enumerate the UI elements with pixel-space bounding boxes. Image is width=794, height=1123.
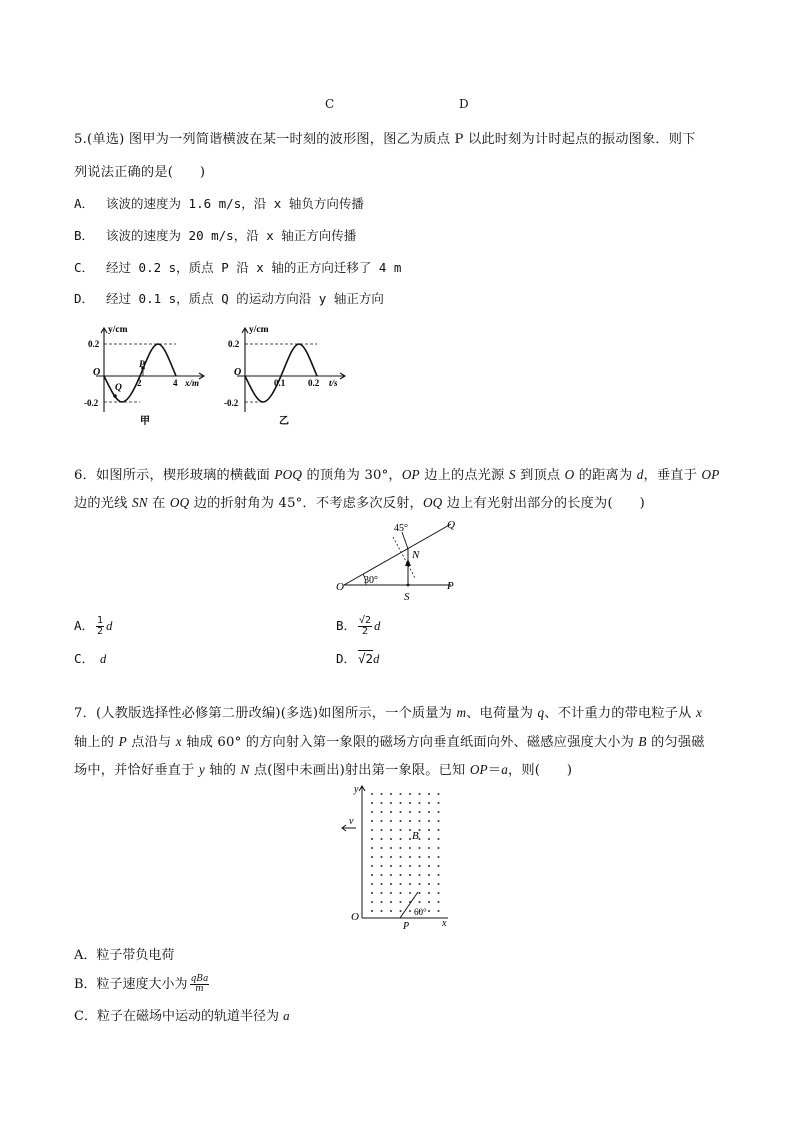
field-dot <box>390 892 392 894</box>
field-dot <box>400 838 402 840</box>
field-dot <box>419 865 421 867</box>
jia-ytick-bottom: -0.2 <box>84 398 99 408</box>
field-dot <box>381 829 383 831</box>
field-dot <box>428 901 430 903</box>
field-dot <box>438 865 440 867</box>
field-dot <box>381 910 383 912</box>
field-dot <box>381 811 383 813</box>
q6-stem-line2: 边的光线 SN 在 OQ 边的折射角为 45°．不考虑多次反射，OQ 边上有光射出部分的长度为( ) <box>74 495 645 511</box>
angle-60-label: 60° <box>414 907 427 917</box>
jia-point-q: Q <box>115 383 122 393</box>
field-dot <box>438 901 440 903</box>
axis-y-label: y <box>354 784 359 795</box>
field-dot <box>381 892 383 894</box>
field-dot <box>381 820 383 822</box>
field-dot <box>390 793 392 795</box>
field-dot <box>400 874 402 876</box>
field-dot <box>438 847 440 849</box>
field-dot <box>438 883 440 885</box>
field-dot <box>409 811 411 813</box>
field-dot <box>419 856 421 858</box>
field-dot <box>400 820 402 822</box>
field-dot <box>381 802 383 804</box>
wedge-figure <box>333 514 463 606</box>
vibration-graph-yi <box>223 320 353 430</box>
field-dot <box>409 874 411 876</box>
field-dot <box>419 793 421 795</box>
field-dot <box>371 892 373 894</box>
field-dot <box>390 811 392 813</box>
q7-stem-line3: 场中，并恰好垂直于 y 轴的 N 点(图中未画出)射出第一象限。已知 OP＝a，则( ) <box>74 762 573 778</box>
field-dot <box>409 910 411 912</box>
field-dot <box>371 811 373 813</box>
field-dot <box>419 829 421 831</box>
axis-x-label: x <box>442 918 447 929</box>
field-dot <box>400 802 402 804</box>
field-dot <box>381 865 383 867</box>
field-dot <box>381 793 383 795</box>
field-dot <box>409 883 411 885</box>
field-dot <box>419 901 421 903</box>
field-dot <box>390 874 392 876</box>
field-dot <box>409 856 411 858</box>
jia-origin: O <box>93 367 101 378</box>
jia-xtick-4: 4 <box>173 378 178 388</box>
jia-point-p: P <box>139 360 145 370</box>
yi-caption: 乙 <box>279 416 289 427</box>
field-dot <box>371 838 373 840</box>
field-dot <box>428 892 430 894</box>
jia-ytick-top: 0.2 <box>88 339 100 349</box>
angle-45-label: 45° <box>394 523 408 534</box>
field-dot <box>381 883 383 885</box>
field-dot <box>438 874 440 876</box>
field-dot <box>390 838 392 840</box>
point-n: N <box>412 549 420 561</box>
field-dot <box>419 892 421 894</box>
field-dot <box>400 811 402 813</box>
field-dot <box>409 793 411 795</box>
field-dot <box>371 802 373 804</box>
field-dot <box>371 820 373 822</box>
field-dot <box>381 901 383 903</box>
field-dot <box>400 856 402 858</box>
field-dot <box>409 802 411 804</box>
q7-option-a: A．粒子带负电荷 <box>74 948 175 963</box>
field-dot <box>409 838 411 840</box>
q6-option-d: D． √2d <box>336 651 380 666</box>
magnetic-field-figure <box>330 782 460 930</box>
yi-ylabel: y/cm <box>249 325 269 335</box>
field-dot <box>400 865 402 867</box>
field-dot <box>428 874 430 876</box>
q7-option-b: B．粒子速度大小为 $\frac{\text{qBa}}{m}$ <box>74 974 209 994</box>
q5-option-d: D． 经过 0.1 s，质点 Q 的运动方向沿 y 轴正方向 <box>74 291 384 306</box>
field-dot <box>409 847 411 849</box>
field-dot <box>419 874 421 876</box>
field-dot <box>371 910 373 912</box>
field-dot <box>390 856 392 858</box>
field-dot <box>409 892 411 894</box>
q5-stem-line1: 5.(单选) 图甲为一列简谐横波在某一时刻的波形图，图乙为质点 P 以此时刻为计时起点的振动图象．则下 <box>74 132 696 147</box>
field-dot <box>428 865 430 867</box>
field-dot <box>371 856 373 858</box>
field-dot <box>428 883 430 885</box>
field-dot <box>419 847 421 849</box>
field-dot <box>428 802 430 804</box>
vertex-q: Q <box>447 519 455 531</box>
field-dot <box>438 910 440 912</box>
field-dot <box>381 847 383 849</box>
jia-ylabel: y/cm <box>108 325 128 335</box>
point-s: S <box>404 591 410 603</box>
field-dot <box>419 838 421 840</box>
field-dot <box>438 802 440 804</box>
field-dot <box>419 811 421 813</box>
angle-30-label: 30° <box>364 575 378 586</box>
field-dot <box>371 865 373 867</box>
yi-xtick-01: 0.1 <box>274 378 286 388</box>
field-dot <box>400 883 402 885</box>
label-d: D <box>459 97 469 111</box>
field-dot <box>371 793 373 795</box>
field-dot <box>371 874 373 876</box>
vertex-p: P <box>447 580 454 592</box>
field-dot <box>438 829 440 831</box>
field-dot <box>409 829 411 831</box>
jia-xlabel: x/m <box>185 378 200 388</box>
q5-option-a: A． 该波的速度为 1.6 m/s，沿 x 轴负方向传播 <box>74 196 364 211</box>
q6-option-b: B． $\frac{√2}{2}$ d <box>336 615 381 637</box>
field-dot <box>438 811 440 813</box>
q5-option-c: C． 经过 0.2 s，质点 P 沿 x 轴的正方向迁移了 4 m <box>74 260 402 275</box>
yi-ytick-top: 0.2 <box>228 339 240 349</box>
field-dot <box>390 820 392 822</box>
field-dot <box>390 865 392 867</box>
field-dot <box>371 847 373 849</box>
field-dot <box>371 829 373 831</box>
field-dot <box>409 820 411 822</box>
q7-stem-line2: 轴上的 P 点沿与 x 轴成 60° 的方向射入第一象限的磁场方向垂直纸面向外、磁感应强度大小为 B 的匀强磁 <box>74 734 705 750</box>
field-dot <box>409 865 411 867</box>
q5-stem-line2: 列说法正确的是( ) <box>74 165 206 180</box>
field-b-label: B <box>412 830 419 842</box>
field-dot <box>428 793 430 795</box>
field-dot <box>371 901 373 903</box>
yi-ytick-bottom: -0.2 <box>224 398 239 408</box>
field-dot <box>400 793 402 795</box>
field-dot <box>419 802 421 804</box>
yi-origin: O <box>234 367 242 378</box>
field-dot <box>400 910 402 912</box>
field-dot <box>381 874 383 876</box>
q5-option-b: B． 该波的速度为 20 m/s，沿 x 轴正方向传播 <box>74 228 357 243</box>
point-p: P <box>403 921 410 930</box>
wave-graph-jia <box>84 320 214 430</box>
field-dot <box>428 820 430 822</box>
field-dot <box>438 892 440 894</box>
yi-xlabel: t/s <box>329 378 338 388</box>
field-dot <box>419 820 421 822</box>
origin-o: O <box>351 911 359 923</box>
field-dot <box>438 793 440 795</box>
field-dot <box>419 883 421 885</box>
label-c: C <box>325 97 335 111</box>
field-dot <box>438 856 440 858</box>
field-dot <box>390 802 392 804</box>
q7-stem-line1: 7．(人教版选择性必修第二册改编)(多选)如图所示，一个质量为 m、电荷量为 q、不计重力的带电粒子从 x <box>74 705 703 721</box>
q6-option-a: A． $\frac{1}{2}$ d <box>74 615 113 637</box>
field-dot <box>400 847 402 849</box>
field-dot <box>438 820 440 822</box>
field-dot <box>381 838 383 840</box>
field-dot <box>428 910 430 912</box>
field-dot <box>428 829 430 831</box>
field-dot <box>400 829 402 831</box>
field-dot <box>400 892 402 894</box>
yi-xtick-02: 0.2 <box>308 378 320 388</box>
field-dot <box>428 811 430 813</box>
field-dot <box>390 883 392 885</box>
field-dot <box>371 883 373 885</box>
q6-stem-line1: 6．如图所示，楔形玻璃的横截面 POQ 的顶角为 30°，OP 边上的点光源 S 到顶点 O 的距离为 d，垂直于 OP <box>74 467 720 483</box>
vertex-o: O <box>336 581 344 593</box>
field-dot <box>390 847 392 849</box>
field-dot <box>381 856 383 858</box>
field-dot <box>390 901 392 903</box>
q7-option-c: C．粒子在磁场中运动的轨道半径为 a <box>74 1008 290 1024</box>
jia-caption: 甲 <box>140 416 150 427</box>
field-dot <box>390 910 392 912</box>
field-dot <box>390 829 392 831</box>
jia-xtick-2: 2 <box>137 378 142 388</box>
field-dot <box>428 838 430 840</box>
q6-option-c: C． d <box>74 651 107 666</box>
field-dot <box>438 838 440 840</box>
field-dot <box>400 901 402 903</box>
field-dot <box>428 847 430 849</box>
velocity-label: v <box>349 816 354 827</box>
field-dot <box>428 856 430 858</box>
